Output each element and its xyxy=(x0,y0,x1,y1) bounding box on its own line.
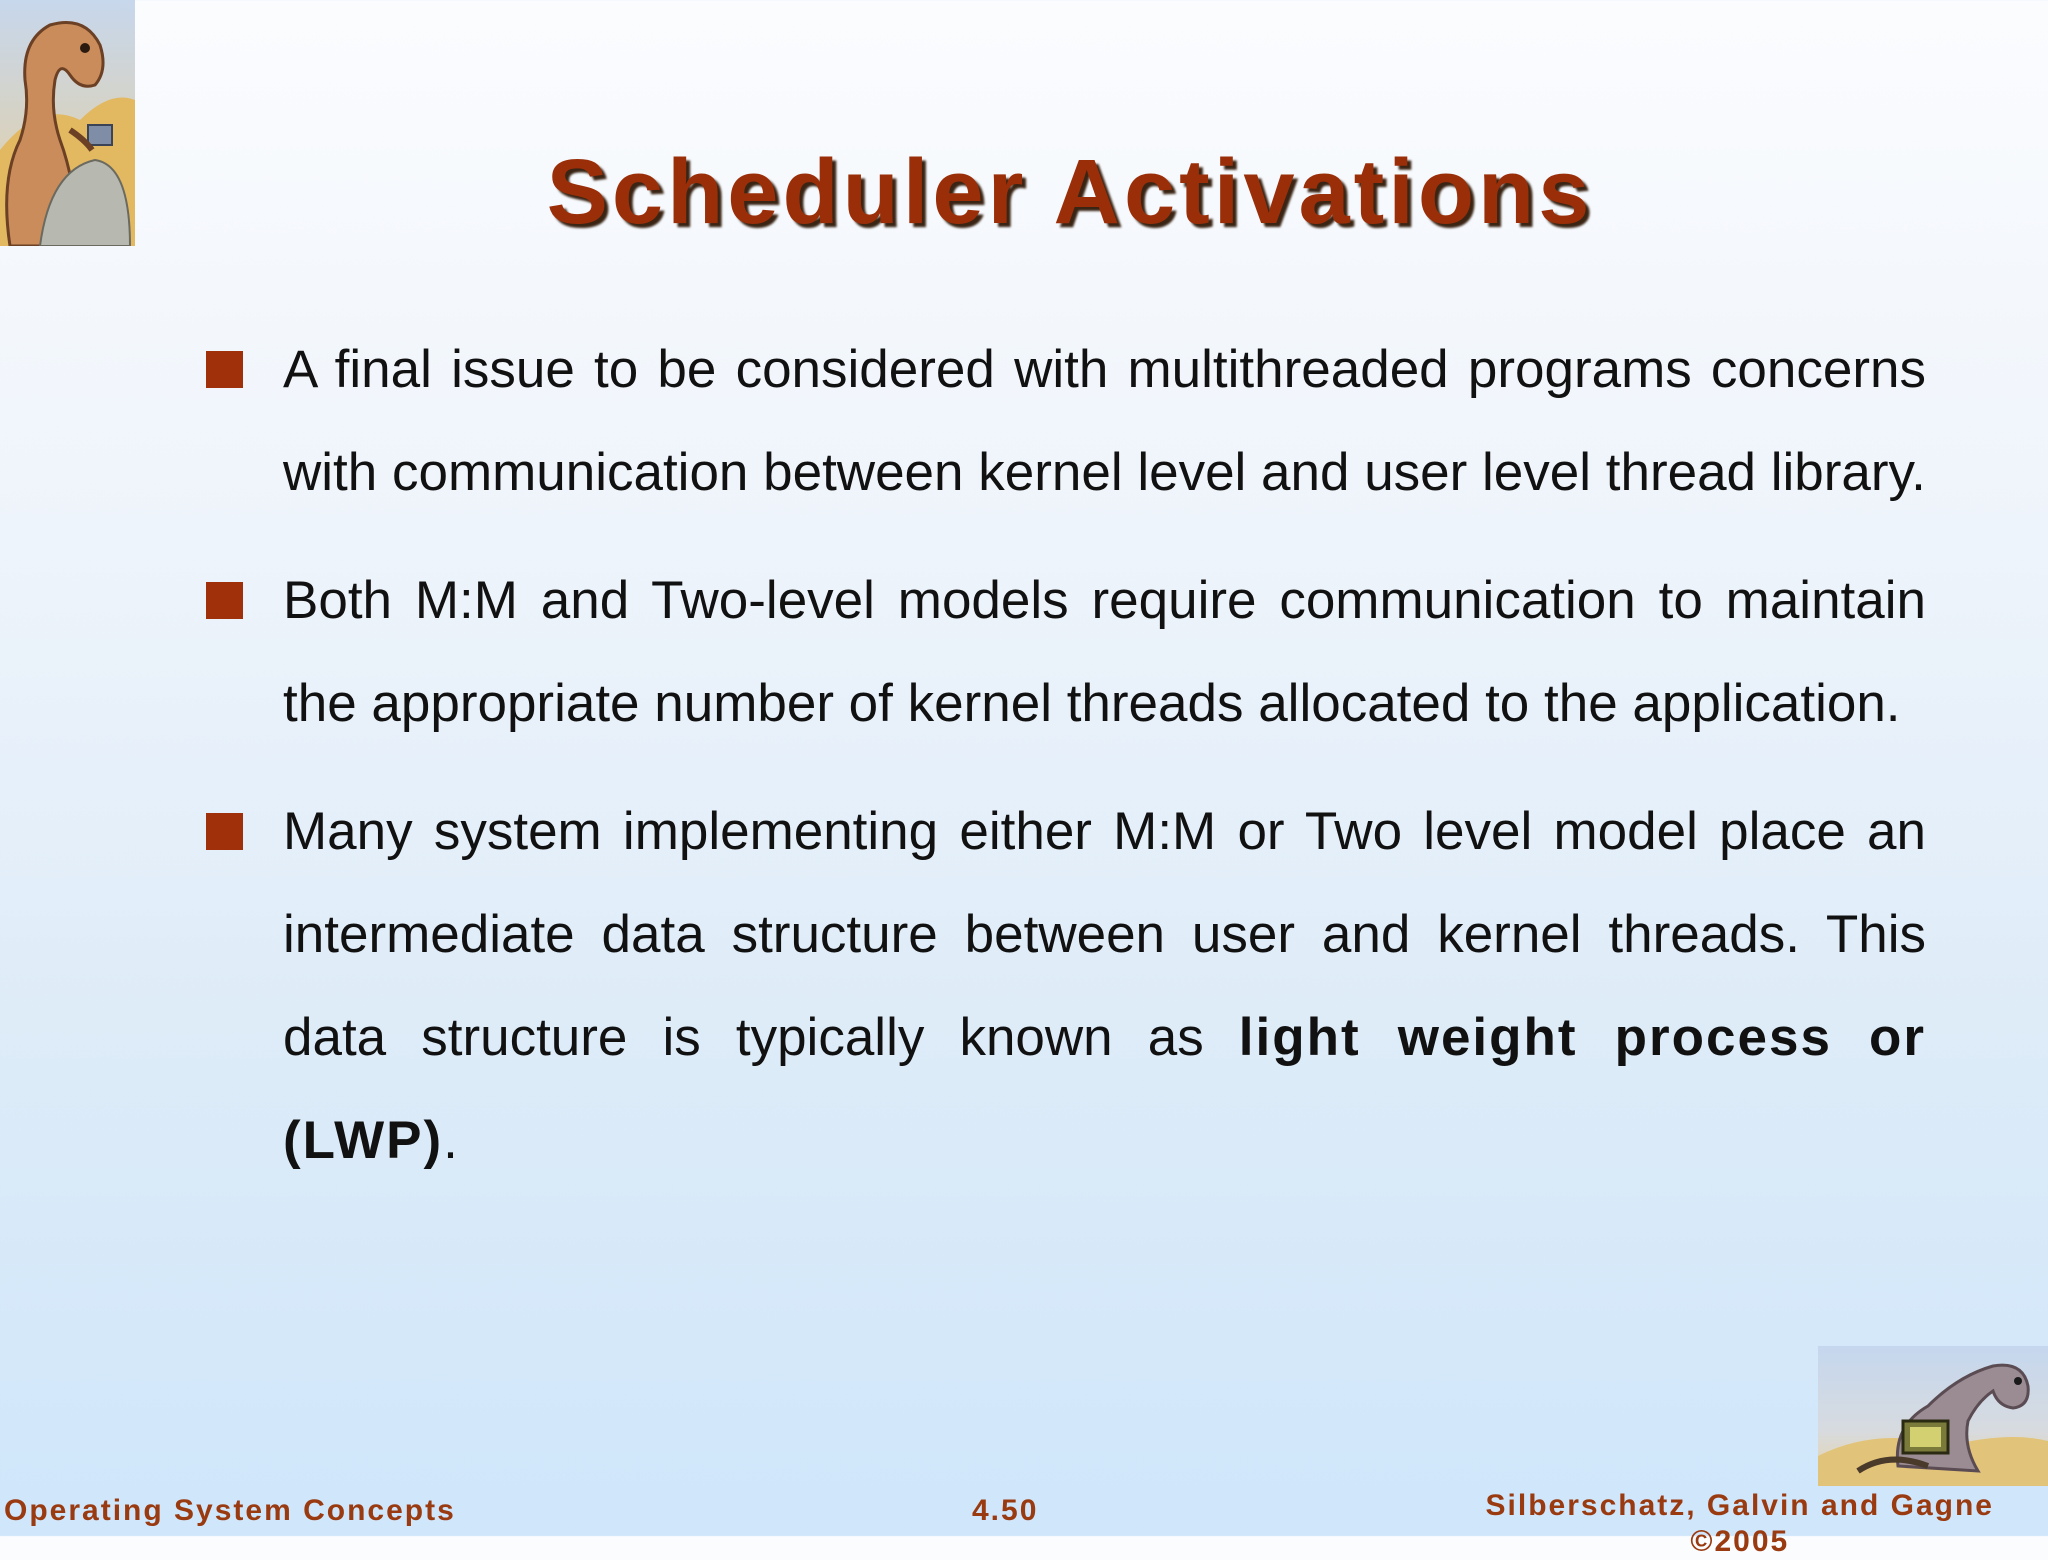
bullet-text: Many system implementing either M:M or Two level model place an intermediate data structure between user and kernel threads. This data structure is typically known as xyxy=(283,802,1926,1067)
bullet-bold-term: light weight process or (LWP) xyxy=(283,1008,1926,1170)
square-bullet-icon xyxy=(206,582,243,619)
footer-book-title: Operating System Concepts xyxy=(4,1494,456,1527)
footer-authors-line: Silberschatz, Galvin and Gagne xyxy=(1485,1489,1994,1522)
footer-authors xyxy=(1486,1488,1994,1560)
square-bullet-icon xyxy=(206,813,243,850)
bullet-text: A final issue to be considered with multithreaded programs concerns with communication between kernel level and user level thread library. xyxy=(283,340,1926,502)
bullet-text-end: . xyxy=(443,1111,458,1170)
footer-copyright: ©2005 xyxy=(1690,1525,1790,1558)
bullet-text: Both M:M and Two-level models require communication to maintain the appropriate number of kernel threads allocated to the application. xyxy=(283,571,1926,733)
slide-title: Scheduler Activations xyxy=(546,140,1594,243)
square-bullet-icon xyxy=(206,351,243,388)
bullet-item xyxy=(206,549,1926,755)
bullet-item xyxy=(206,318,1926,524)
footer-page-number: 4.50 xyxy=(972,1494,1039,1527)
bullet-item xyxy=(206,780,1926,1192)
dinosaur-laptop-icon xyxy=(1818,1346,2048,1486)
bullet-list xyxy=(206,318,1926,1217)
